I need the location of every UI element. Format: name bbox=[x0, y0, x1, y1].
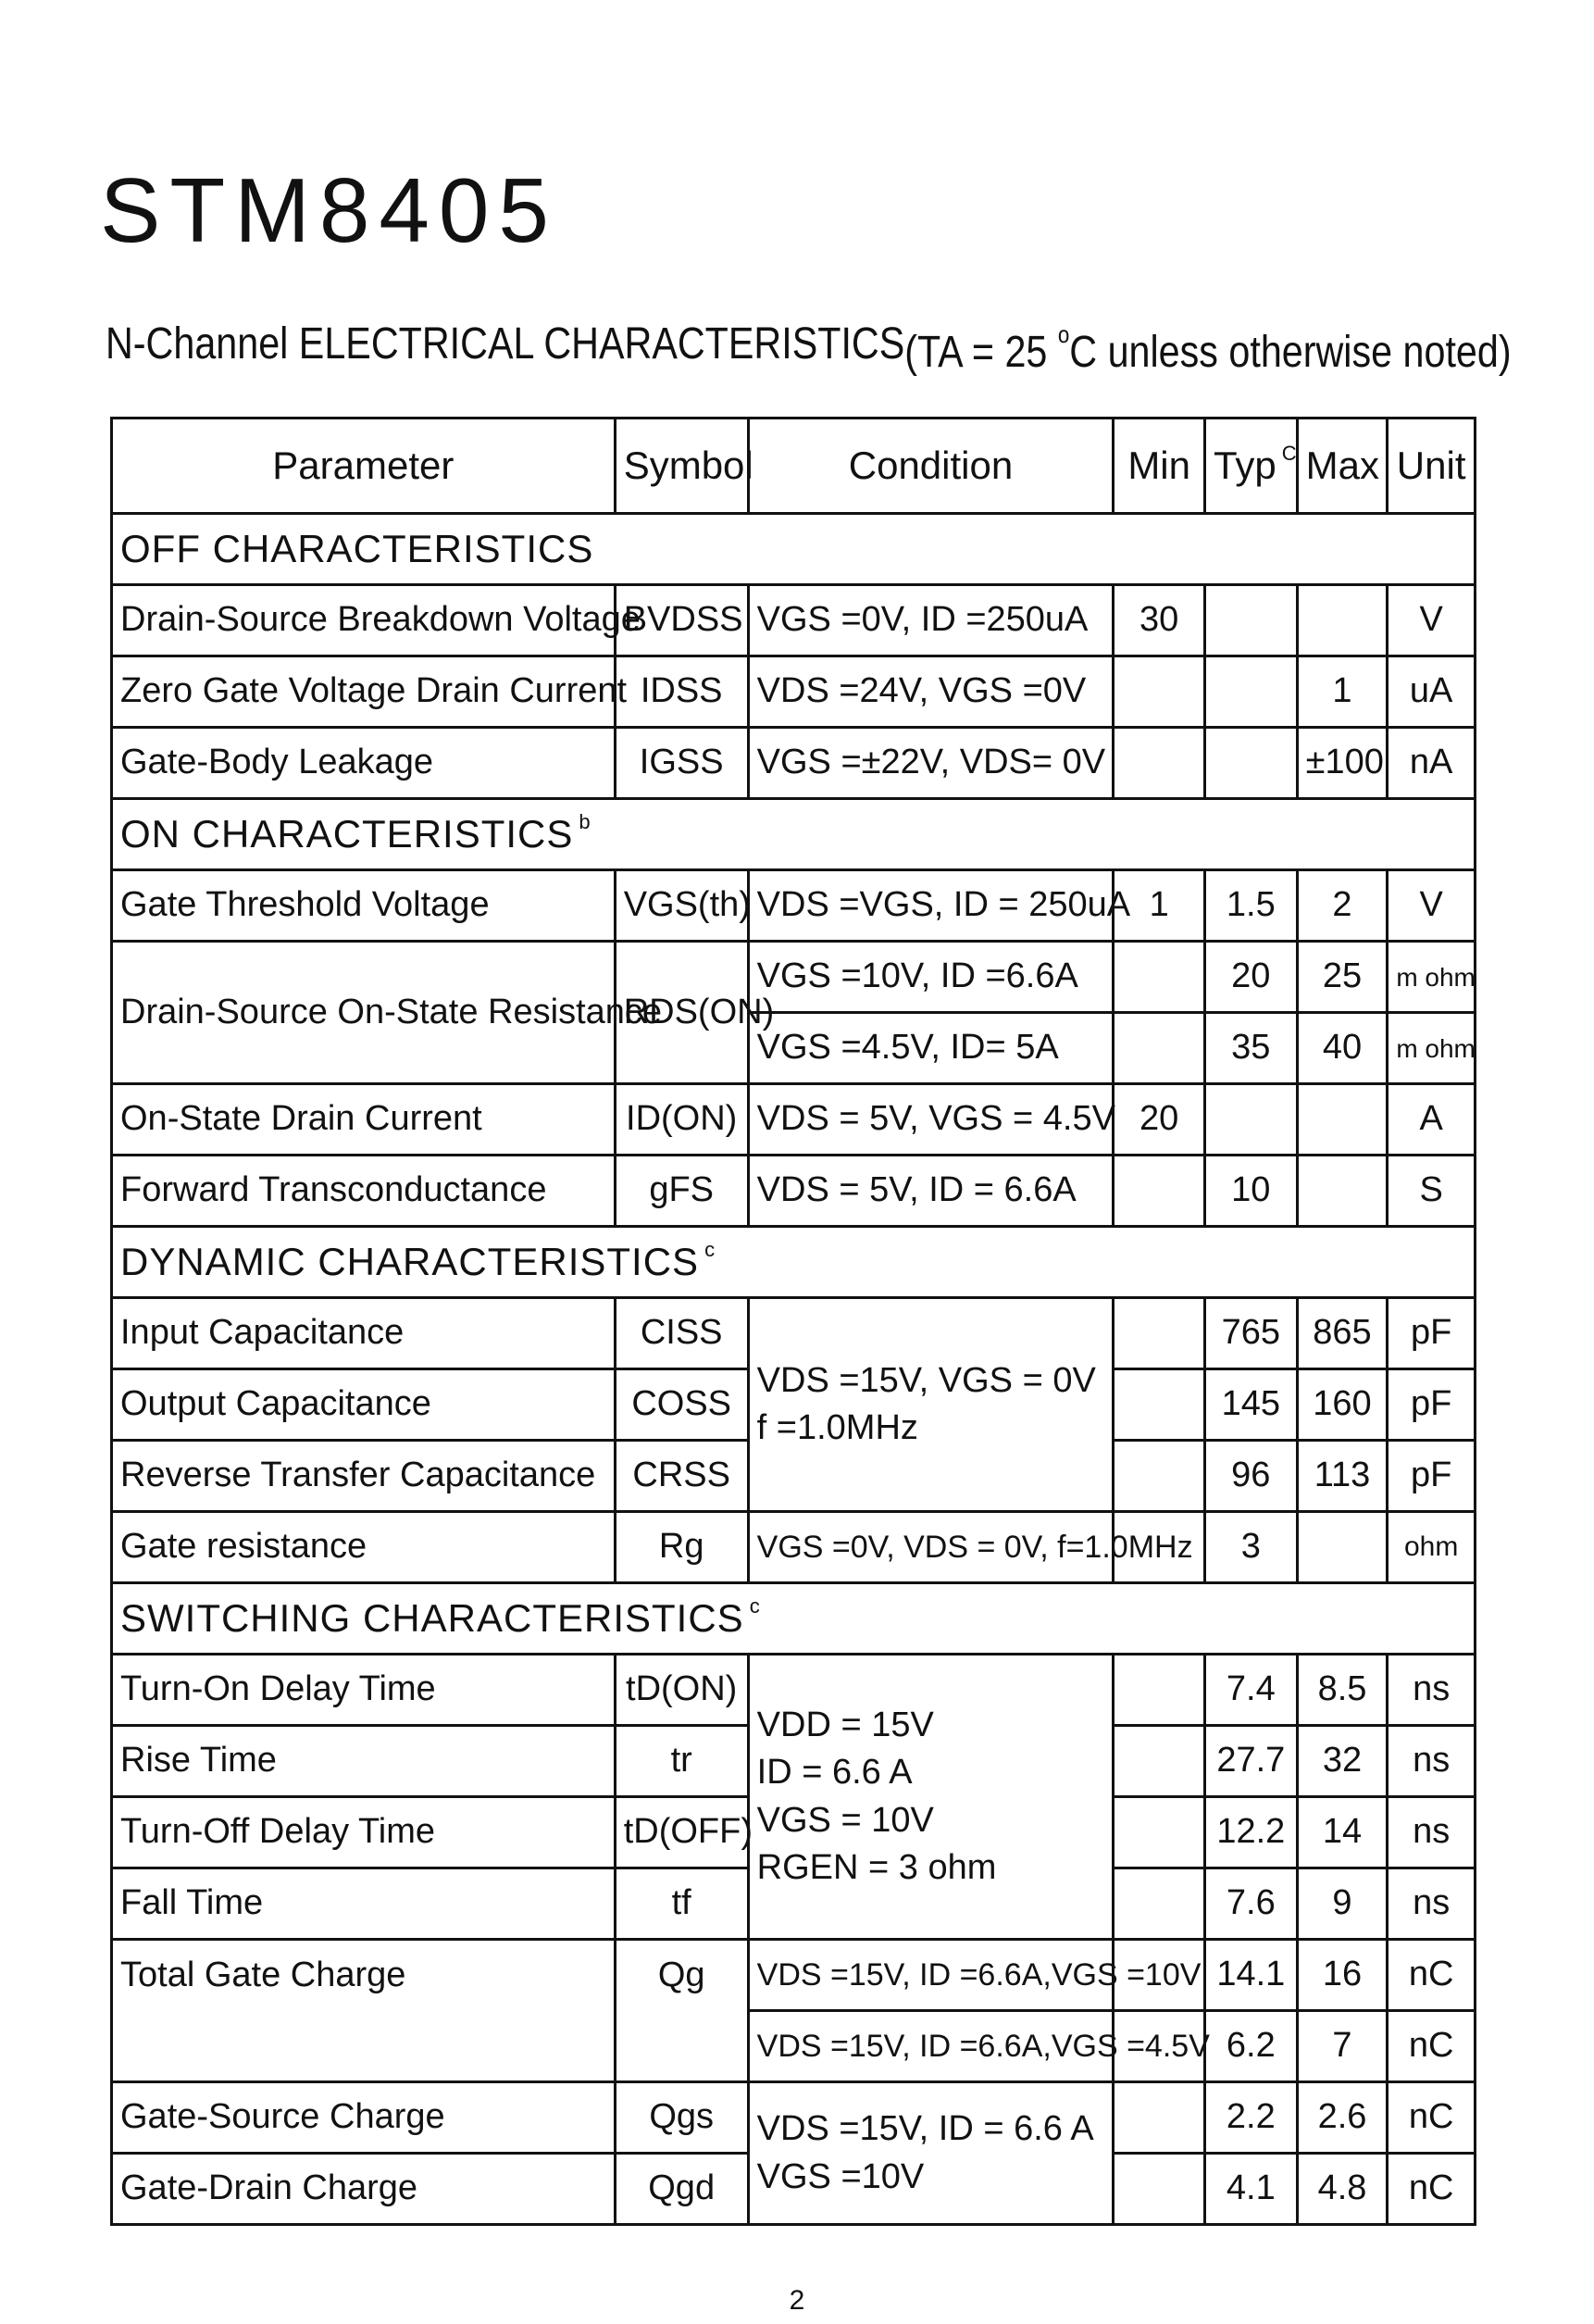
param-cell: Total Gate Charge bbox=[112, 1940, 616, 2082]
condition-cell: VDS =15V, ID = 6.6 A VGS =10V bbox=[748, 2082, 1114, 2225]
typ-cell bbox=[1204, 585, 1297, 656]
table-row bbox=[112, 1084, 1476, 1156]
unit-cell: nA bbox=[1388, 728, 1476, 799]
unit-cell: pF bbox=[1388, 1298, 1476, 1369]
symbol-cell: IGSS bbox=[615, 728, 748, 799]
param-cell: Turn-Off Delay Time bbox=[112, 1797, 616, 1868]
unit-cell: ns bbox=[1388, 1797, 1476, 1868]
max-cell: 8.5 bbox=[1297, 1655, 1388, 1726]
typ-cell: 20 bbox=[1204, 942, 1297, 1013]
typ-cell: 3 bbox=[1204, 1512, 1297, 1583]
condition-cell: VGS =0V, ID =250uA bbox=[748, 585, 1114, 656]
unit-cell: m ohm bbox=[1388, 1013, 1476, 1084]
typ-cell: 27.7 bbox=[1204, 1726, 1297, 1797]
max-cell bbox=[1297, 585, 1388, 656]
typ-cell: 4.1 bbox=[1204, 2154, 1297, 2225]
param-cell: Rise Time bbox=[112, 1726, 616, 1797]
condition-cell: VDS =VGS, ID = 250uA bbox=[748, 870, 1114, 942]
param-cell: Reverse Transfer Capacitance bbox=[112, 1441, 616, 1512]
min-cell bbox=[1114, 1298, 1205, 1369]
typ-cell: 1.5 bbox=[1204, 870, 1297, 942]
param-cell: Fall Time bbox=[112, 1868, 616, 1940]
param-cell: Output Capacitance bbox=[112, 1369, 616, 1441]
symbol-cell: COSS bbox=[615, 1369, 748, 1441]
header-max: Max bbox=[1297, 419, 1388, 514]
max-cell: 25 bbox=[1297, 942, 1388, 1013]
symbol-cell: Rg bbox=[615, 1512, 748, 1583]
param-cell: Drain-Source Breakdown Voltage bbox=[112, 585, 616, 656]
typ-cell: 14.1 bbox=[1204, 1940, 1297, 2011]
min-cell bbox=[1114, 1369, 1205, 1441]
max-cell: 7 bbox=[1297, 2011, 1388, 2082]
unit-cell: uA bbox=[1388, 656, 1476, 728]
condition-cell: VGS =0V, VDS = 0V, f=1.0MHz bbox=[748, 1512, 1114, 1583]
max-cell bbox=[1297, 1512, 1388, 1583]
unit-cell: ns bbox=[1388, 1655, 1476, 1726]
min-cell bbox=[1114, 1868, 1205, 1940]
section-row bbox=[112, 799, 1476, 870]
typ-cell: 145 bbox=[1204, 1369, 1297, 1441]
unit-cell: V bbox=[1388, 870, 1476, 942]
symbol-cell: Qg bbox=[615, 1940, 748, 2082]
min-cell bbox=[1114, 1013, 1205, 1084]
unit-cell: pF bbox=[1388, 1369, 1476, 1441]
table-row bbox=[112, 2082, 1476, 2154]
condition-cell: VGS =±22V, VDS= 0V bbox=[748, 728, 1114, 799]
symbol-cell: Qgd bbox=[615, 2154, 748, 2225]
section-row bbox=[112, 514, 1476, 585]
page-number: 2 bbox=[789, 2285, 805, 2316]
condition-cell: VDS = 5V, VGS = 4.5V bbox=[748, 1084, 1114, 1156]
max-cell: 16 bbox=[1297, 1940, 1388, 2011]
min-cell bbox=[1114, 1797, 1205, 1868]
min-cell: 30 bbox=[1114, 585, 1205, 656]
typ-cell: 765 bbox=[1204, 1298, 1297, 1369]
min-cell: 1 bbox=[1114, 870, 1205, 942]
table-row bbox=[112, 1512, 1476, 1583]
section-off-title: OFF CHARACTERISTICS bbox=[112, 514, 1476, 585]
min-cell: 20 bbox=[1114, 1084, 1205, 1156]
symbol-cell: tD(OFF) bbox=[615, 1797, 748, 1868]
min-cell bbox=[1114, 1156, 1205, 1227]
table-row bbox=[112, 585, 1476, 656]
header-min: Min bbox=[1114, 419, 1205, 514]
table-caption bbox=[106, 319, 1512, 377]
condition-cell: VDS =15V, VGS = 0V f =1.0MHz bbox=[748, 1298, 1114, 1512]
table-row bbox=[112, 1940, 1476, 2011]
min-cell bbox=[1114, 1441, 1205, 1512]
param-cell: Zero Gate Voltage Drain Current bbox=[112, 656, 616, 728]
param-cell: On-State Drain Current bbox=[112, 1084, 616, 1156]
table-row bbox=[112, 870, 1476, 942]
table-row bbox=[112, 1156, 1476, 1227]
symbol-cell: BVDSS bbox=[615, 585, 748, 656]
unit-cell: ns bbox=[1388, 1726, 1476, 1797]
symbol-cell: tD(ON) bbox=[615, 1655, 748, 1726]
min-cell bbox=[1114, 942, 1205, 1013]
caption-condition: (TA = 25 $^o$C unless otherwise noted) bbox=[904, 320, 1512, 377]
unit-cell: S bbox=[1388, 1156, 1476, 1227]
unit-cell: ns bbox=[1388, 1868, 1476, 1940]
electrical-characteristics-table bbox=[110, 417, 1476, 2226]
typ-cell: 7.4 bbox=[1204, 1655, 1297, 1726]
condition-cell: VDD = 15V ID = 6.6 A VGS = 10V RGEN = 3 ohm bbox=[748, 1655, 1114, 1940]
table-row bbox=[112, 1655, 1476, 1726]
max-cell: ±100 bbox=[1297, 728, 1388, 799]
table-row bbox=[112, 728, 1476, 799]
max-cell: 2 bbox=[1297, 870, 1388, 942]
symbol-cell: VGS(th) bbox=[615, 870, 748, 942]
condition-cell: VDS =15V, ID =6.6A,VGS =10V bbox=[748, 1940, 1114, 2011]
condition-cell: VDS = 5V, ID = 6.6A bbox=[748, 1156, 1114, 1227]
max-cell bbox=[1297, 1084, 1388, 1156]
table-row bbox=[112, 942, 1476, 1013]
max-cell: 32 bbox=[1297, 1726, 1388, 1797]
typ-cell: 35 bbox=[1204, 1013, 1297, 1084]
max-cell: 4.8 bbox=[1297, 2154, 1388, 2225]
max-cell: 160 bbox=[1297, 1369, 1388, 1441]
typ-cell: 2.2 bbox=[1204, 2082, 1297, 2154]
param-cell: Forward Transconductance bbox=[112, 1156, 616, 1227]
section-on-title: ON CHARACTERISTICS $^b$ bbox=[112, 799, 1476, 870]
symbol-cell: tf bbox=[615, 1868, 748, 1940]
param-cell: Turn-On Delay Time bbox=[112, 1655, 616, 1726]
param-cell: Gate-Source Charge bbox=[112, 2082, 616, 2154]
max-cell: 14 bbox=[1297, 1797, 1388, 1868]
table-row bbox=[112, 1298, 1476, 1369]
symbol-cell: Qgs bbox=[615, 2082, 748, 2154]
header-condition: Condition bbox=[748, 419, 1114, 514]
symbol-cell: CRSS bbox=[615, 1441, 748, 1512]
max-cell bbox=[1297, 1156, 1388, 1227]
symbol-cell: tr bbox=[615, 1726, 748, 1797]
section-row bbox=[112, 1583, 1476, 1655]
typ-cell: 12.2 bbox=[1204, 1797, 1297, 1868]
min-cell bbox=[1114, 1726, 1205, 1797]
min-cell bbox=[1114, 2154, 1205, 2225]
max-cell: 9 bbox=[1297, 1868, 1388, 1940]
condition-cell: VDS =15V, ID =6.6A,VGS =4.5V bbox=[748, 2011, 1114, 2082]
unit-cell: ohm bbox=[1388, 1512, 1476, 1583]
param-cell: Drain-Source On-State Resistance bbox=[112, 942, 616, 1084]
section-switching-title: SWITCHING CHARACTERISTICS $^c$ bbox=[112, 1583, 1476, 1655]
max-cell: 2.6 bbox=[1297, 2082, 1388, 2154]
max-cell: 40 bbox=[1297, 1013, 1388, 1084]
unit-cell: nC bbox=[1388, 2011, 1476, 2082]
unit-cell: nC bbox=[1388, 1940, 1476, 2011]
min-cell bbox=[1114, 728, 1205, 799]
unit-cell: A bbox=[1388, 1084, 1476, 1156]
symbol-cell: CISS bbox=[615, 1298, 748, 1369]
param-cell: Gate-Body Leakage bbox=[112, 728, 616, 799]
typ-cell: 7.6 bbox=[1204, 1868, 1297, 1940]
unit-cell: nC bbox=[1388, 2154, 1476, 2225]
typ-cell: 6.2 bbox=[1204, 2011, 1297, 2082]
symbol-cell: gFS bbox=[615, 1156, 748, 1227]
param-cell: Gate Threshold Voltage bbox=[112, 870, 616, 942]
symbol-cell: ID(ON) bbox=[615, 1084, 748, 1156]
header-unit: Unit bbox=[1388, 419, 1476, 514]
unit-cell: V bbox=[1388, 585, 1476, 656]
section-dynamic-title: DYNAMIC CHARACTERISTICS $^c$ bbox=[112, 1227, 1476, 1298]
min-cell bbox=[1114, 2082, 1205, 2154]
typ-cell: 10 bbox=[1204, 1156, 1297, 1227]
header-typ: Typ $^C$ bbox=[1204, 419, 1297, 514]
max-cell: 113 bbox=[1297, 1441, 1388, 1512]
unit-cell: nC bbox=[1388, 2082, 1476, 2154]
param-cell: Gate resistance bbox=[112, 1512, 616, 1583]
caption-main: N-Channel ELECTRICAL CHARACTERISTICS bbox=[106, 319, 905, 369]
typ-cell bbox=[1204, 656, 1297, 728]
table-header-row bbox=[112, 419, 1476, 514]
condition-cell: VGS =4.5V, ID= 5A bbox=[748, 1013, 1114, 1084]
section-row bbox=[112, 1227, 1476, 1298]
typ-cell: 96 bbox=[1204, 1441, 1297, 1512]
unit-cell: m ohm bbox=[1388, 942, 1476, 1013]
min-cell bbox=[1114, 656, 1205, 728]
typ-cell bbox=[1204, 728, 1297, 799]
max-cell: 1 bbox=[1297, 656, 1388, 728]
typ-cell bbox=[1204, 1084, 1297, 1156]
symbol-cell: IDSS bbox=[615, 656, 748, 728]
header-parameter: Parameter bbox=[112, 419, 616, 514]
table-row bbox=[112, 656, 1476, 728]
max-cell: 865 bbox=[1297, 1298, 1388, 1369]
param-cell: Gate-Drain Charge bbox=[112, 2154, 616, 2225]
symbol-cell: RDS(ON) bbox=[615, 942, 748, 1084]
page-title: STM8405 bbox=[100, 159, 558, 261]
header-symbol: Symbol bbox=[615, 419, 748, 514]
param-cell: Input Capacitance bbox=[112, 1298, 616, 1369]
unit-cell: pF bbox=[1388, 1441, 1476, 1512]
condition-cell: VGS =10V, ID =6.6A bbox=[748, 942, 1114, 1013]
min-cell bbox=[1114, 1655, 1205, 1726]
condition-cell: VDS =24V, VGS =0V bbox=[748, 656, 1114, 728]
